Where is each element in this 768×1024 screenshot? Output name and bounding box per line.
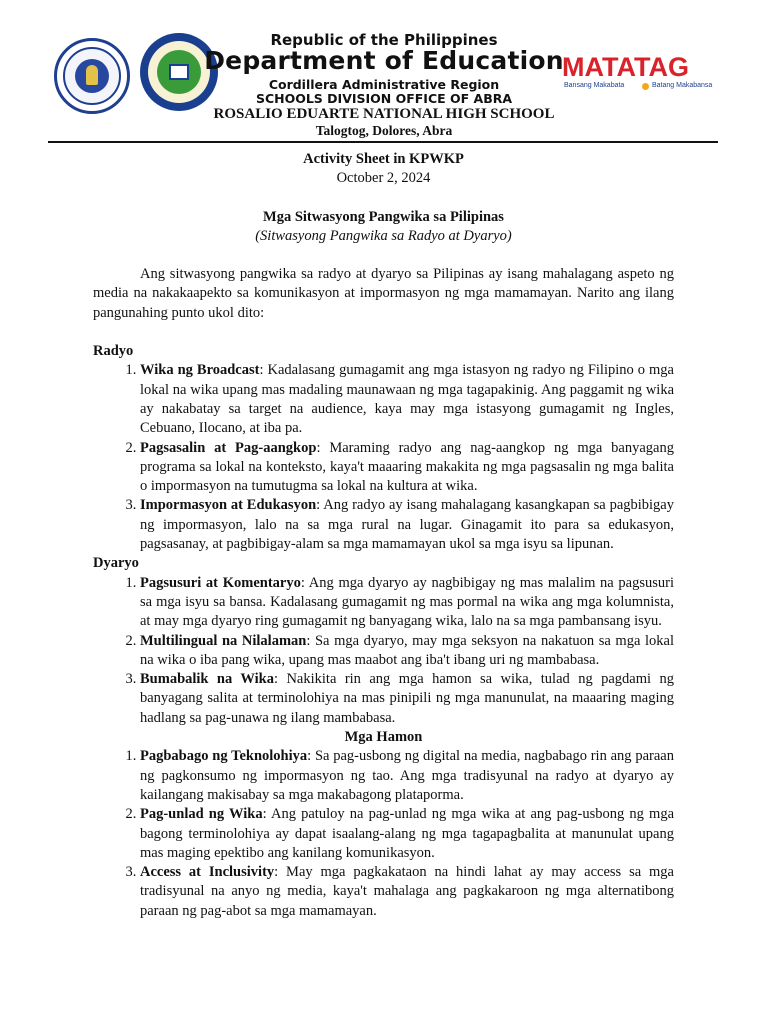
document-body [93, 150, 674, 921]
topic-subtitle: (Sitwasyong Pangwika sa Radyo at Dyaryo) [255, 227, 512, 244]
sheet-title: Activity Sheet in KPWKP [303, 151, 464, 167]
matatag-logo [562, 52, 714, 94]
list-item: 1. Pagbabago ng Teknolohiya: Sa pag-usbong ng digital na media, nagbabago rin ang paraan ng pagkonsumo ng impormasyon ng tao. Ang mga tradisyunal na radyo at dyaryo ay kailangang makisabay sa mga makabagong plataporma. [140, 747, 674, 805]
section-heading-mga-hamon: Mga Hamon [344, 729, 423, 746]
list-item: 1. Pagsusuri at Komentaryo: Ang mga dyaryo ay nagbibigay ng mas malalim na pagsusuri sa mga isyu sa bansa. Kadalasang gumagamit ng mas pormal na wika ang mga kolumnista, at may mga dyaryo ring gumagamit ng banyagang wika, lalo na sa mga pambansang isyu. [140, 574, 674, 632]
list-mga-hamon [93, 747, 674, 921]
school-address: Talogtog, Dolores, Abra [315, 123, 453, 138]
list-radyo [93, 361, 674, 554]
list-item: 3. Impormasyon at Edukasyon: Ang radyo ay isang mahalagang kasangkapan sa pagbibigay ng impormasyon, lalo na sa mga rural na lugar. Ginagamit ito para sa edukasyon, pagsasanay, at pagbibigay-alam sa mga mamamayan ukol sa mga isyu sa lipunan. [140, 496, 674, 554]
sheet-date: October 2, 2024 [336, 170, 431, 187]
section-heading-radyo: Radyo [93, 343, 134, 360]
republic-label: Republic of the Philippines [270, 31, 498, 49]
matatag-wordmark: MATATAG [562, 52, 689, 82]
list-item: 2. Multilingual na Nilalaman: Sa mga dyaryo, may mga seksyon na nakatuon sa mga lokal na wika o iba pang wika, upang mas maabot ang iba't ibang uri ng mambabasa. [140, 632, 674, 671]
school-name: ROSALIO EDUARTE NATIONAL HIGH SCHOOL [213, 106, 555, 122]
list-item: 2. Pag-unlad ng Wika: Ang patuloy na pag-unlad ng mga wika at ang pag-usbong ng mga bagong terminolohiya ay dapat isaalang-alang ng mga tagapagbalita at manunulat upang mas maging epektibo ang kanilang komunikasyon. [140, 805, 674, 863]
matatag-tag-left: Bansang Makabata [564, 82, 625, 89]
matatag-swoosh-icon [642, 83, 649, 90]
letterhead [0, 0, 768, 145]
list-item: 1. Wika ng Broadcast: Kadalasang gumagamit ang mga istasyon ng radyo ng Filipino o mga lokal na wika upang mas madaling maunawaan ng mga tagapakinig. Ang paggamit ng wika ay nakabatay sa target na audience, kaya may mga istasyong gumagamit ng Ingles, Cebuano, Ilocano, at iba pa. [140, 361, 674, 438]
list-item: 3. Access at Inclusivity: May mga pagkakataon na hindi lahat ay may access sa mga tradisyunal na anyo ng media, kaya't mahalaga ang pagkakaroon ng mga alternatibong paraan ng pag-abot sa mga mamamayan. [140, 863, 674, 921]
division-label: SCHOOLS DIVISION OFFICE OF ABRA [255, 91, 513, 106]
list-dyaryo [93, 574, 674, 728]
list-item: 3. Bumabalik na Wika: Nakikita rin ang mga hamon sa wika, tulad ng pagdami ng banyagang salita at terminolohiya na mas pinipili ng mga manunulat, na maaaring maging hadlang sa pag-unawa ng ilang mambabasa. [140, 670, 674, 728]
region-label: Cordillera Administrative Region [268, 77, 500, 92]
matatag-tag-right: Batang Makabansa [652, 82, 713, 89]
intro-paragraph: Ang sitwasyong pangwika sa radyo at dyaryo sa Pilipinas ay isang mahalagang aspeto ng media na nakakaapekto sa komunikasyon at impormasyon ng mga mamamayan. Narito ang ilang pangunahing punto ukol dito: [93, 266, 674, 321]
department-title: Department of Education [204, 46, 564, 75]
list-item: 2. Pagsasalin at Pag-aangkop: Maraming radyo ang nag-aangkop ng mga banyagang programa sa lokal na konteksto, kaya't maaaring makakita ng mga pagsasalin ng mga balita o impormasyon na tumutugma sa lokal na kultura at wika. [140, 439, 674, 497]
section-heading-dyaryo: Dyaryo [93, 555, 139, 572]
topic-title: Mga Sitwasyong Pangwika sa Pilipinas [263, 208, 504, 225]
header-divider [48, 141, 718, 143]
